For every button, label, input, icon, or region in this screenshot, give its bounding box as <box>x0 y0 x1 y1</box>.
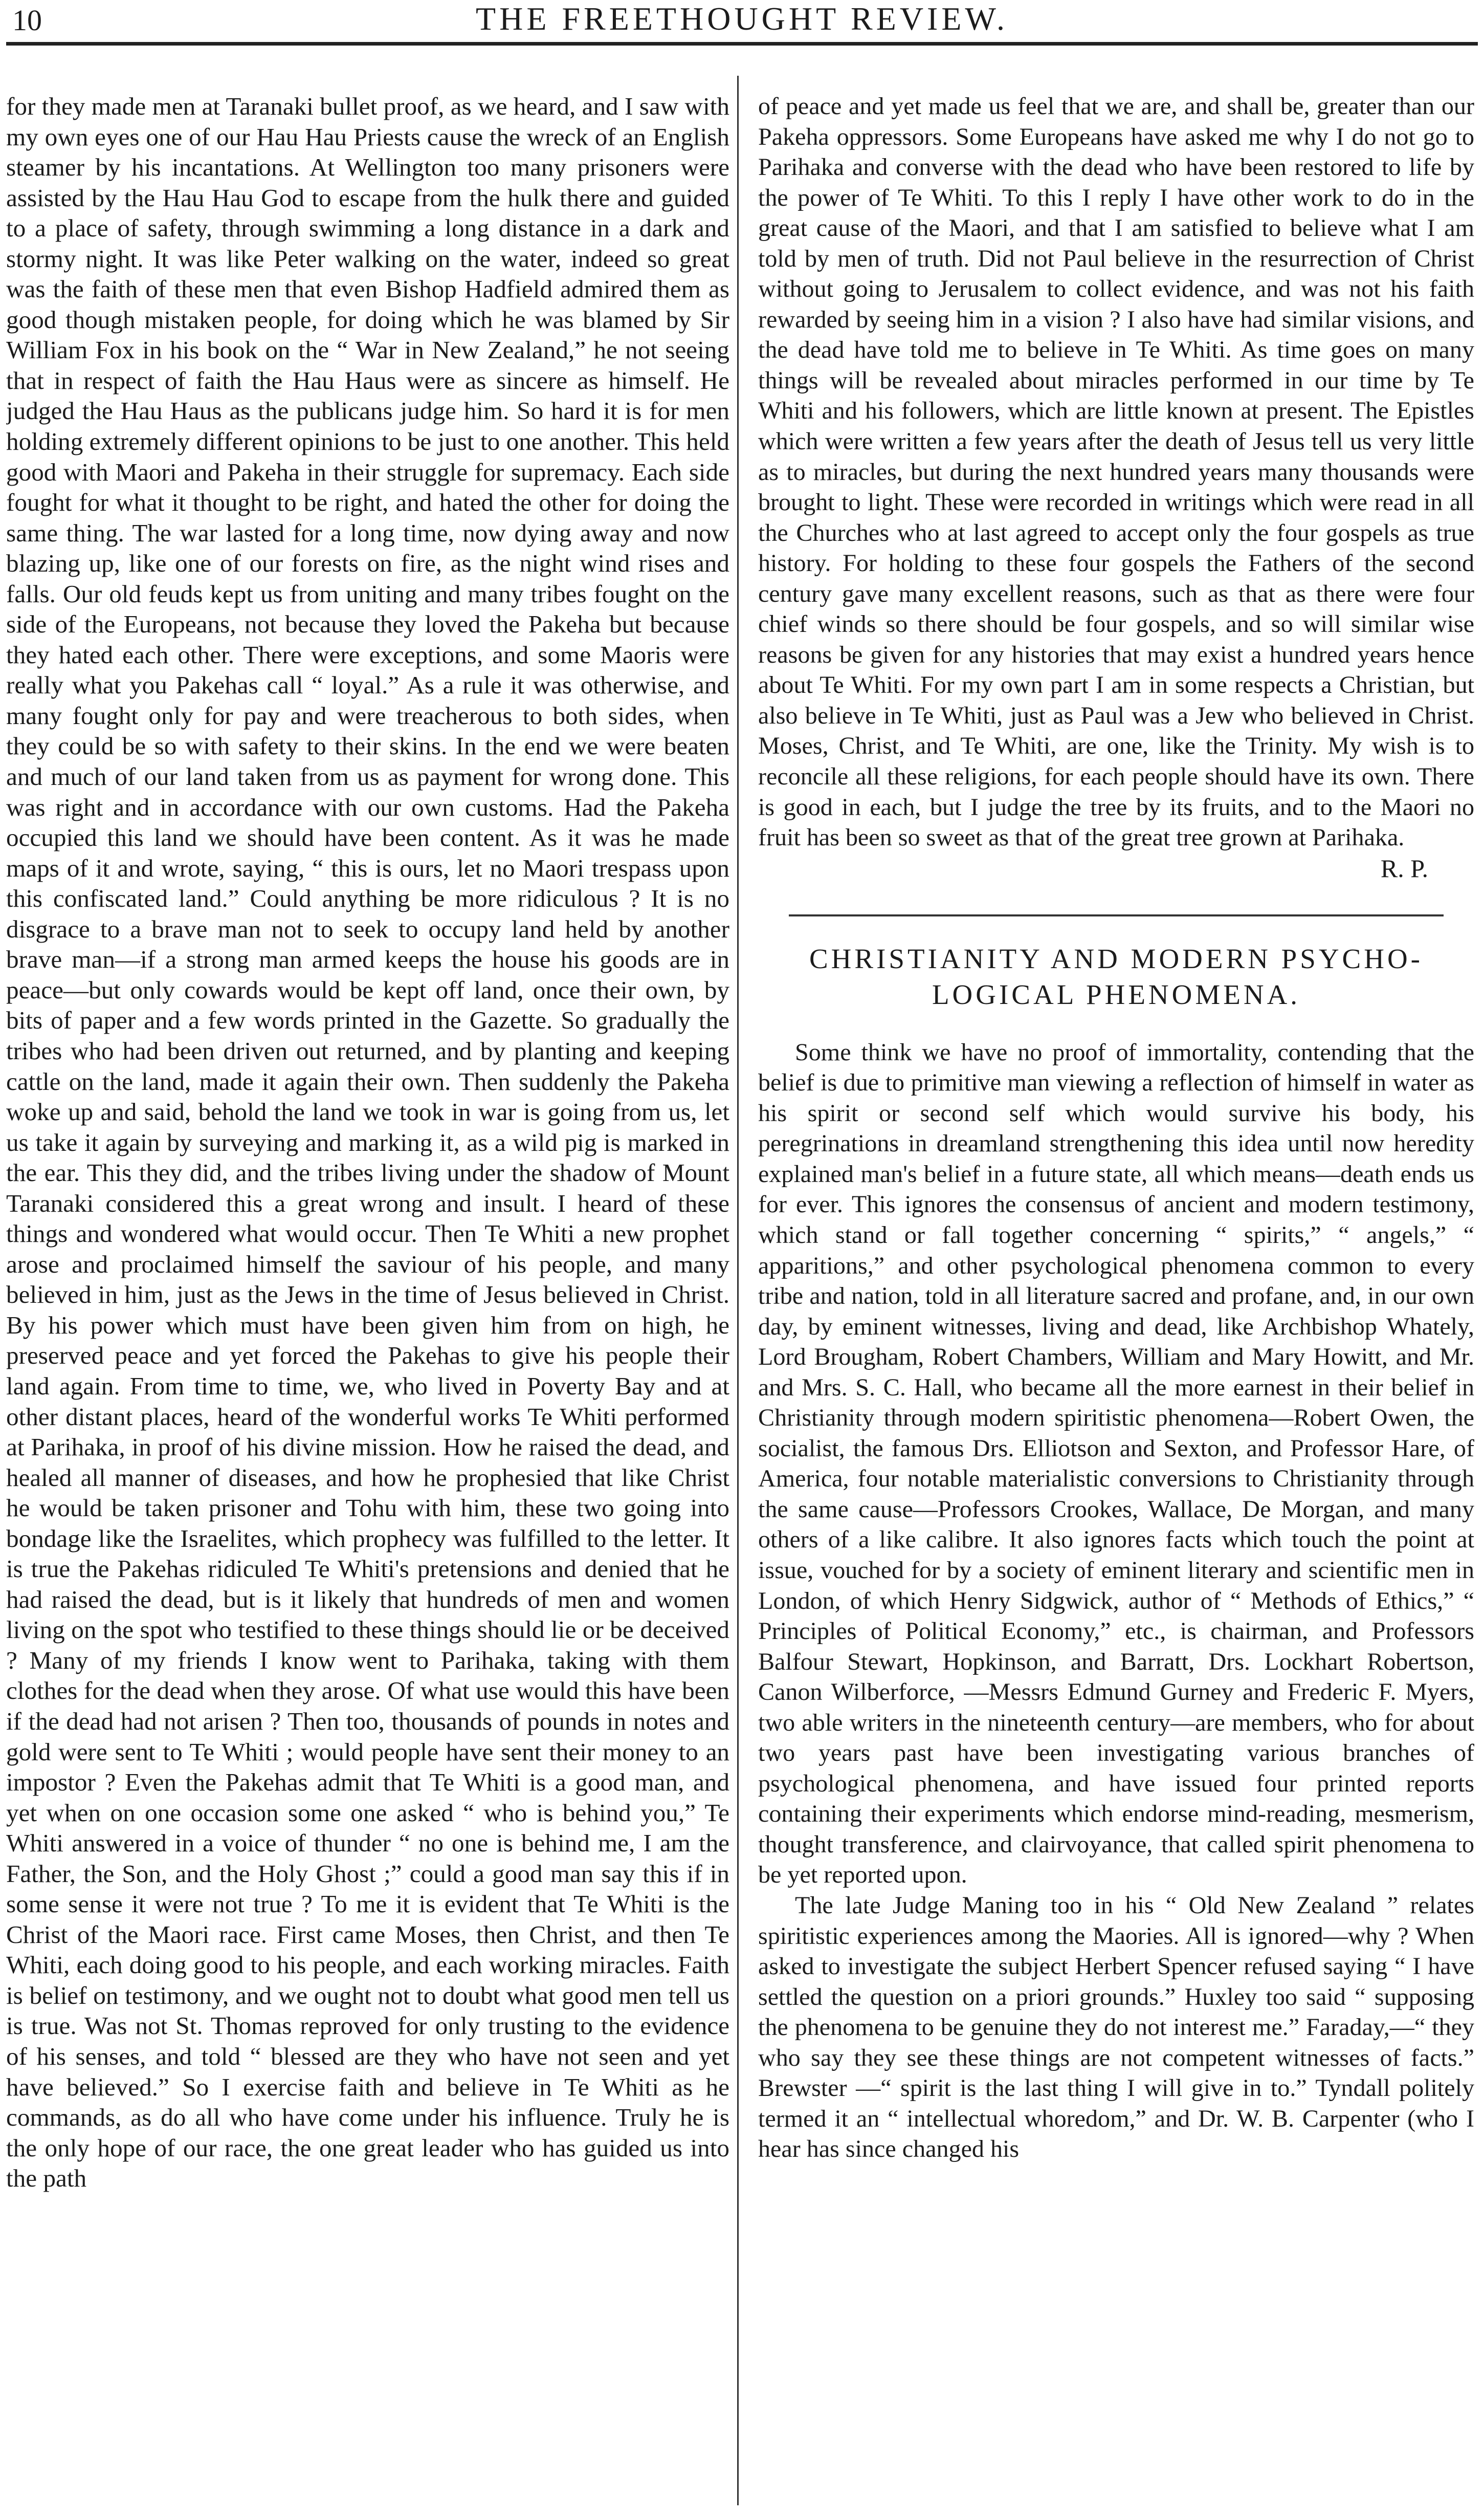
article-conclusion-paragraph: of peace and yet made us feel that we are, and shall be, greater than our Pakeha oppressors. Some Europeans have asked me why I do not go to Parihaka and converse with the dead who have been restored to life by the power of Te Whiti. To this I reply I have other work to do in the great cause of the Maori, and that I am satisfied to believe what I am told by men of truth. Did not Paul believe in the resurrection of Christ without going to Jerusalem to collect evidence, and was not his faith rewarded by seeing him in a vision ? I also have had similar visions, and the dead have told me to believe in Te Whiti. As time goes on many things will be revealed about miracles performed in our time by Te Whiti and his followers, which are little known at present. The Epistles which were written a few years after the death of Jesus tell us very little as to miracles, but during the next hundred years many thousands were brought to light. These were recorded in writings which were read in all the Churches who at last agreed to accept only the four gospels as true history. For holding to these four gospels the Fathers of the second century gave many excellent reasons, such as that as there were four chief winds so there should be four gospels, and so will similar wise reasons be given for any histories that may exist a hundred years hence about Te Whiti. For my own part I am in some respects a Christian, but also believe in Te Whiti, just as Paul was a Jew who believed in Christ. Moses, Christ, and Te Whiti, are one, like the Trinity. My wish is to reconcile all these religions, for each people should have its own. There is good in each, but I judge the tree by its fruits, and to the Maori no fruit has been so sweet as that of the great tree grown at Parihaka. <box>758 93 1474 851</box>
article-body-paragraph: The late Judge Maning too in his “ Old New Zealand ” relates spiritistic experiences among the Maories. All is ignored—why ? When asked to investigate the subject Herbert Spencer refused saying “ I have settled the question on a priori grounds.” Huxley too said “ supposing the phenomena to be genuine they do not interest me.” Faraday,—“ they who say they see these things are not competent witnesses of facts.” Brewster —“ spirit is the last thing I will give in to.” Tyndall politely termed it an “ intellectual whoredom,” and Dr. W. B. Carpenter (who I hear has since changed his <box>758 1891 1474 2163</box>
article-title <box>758 941 1474 1013</box>
article-body-paragraph: Some think we have no proof of immortality, contending that the belief is due to primitive man viewing a reflection of himself in water as his spirit or second self which would survive his body, his peregrinations in dreamland strengthening this idea until now heredity explained man's belief in a future state, all which means—death ends us for ever. This ignores the consensus of ancient and modern testimony, which stand or fall together concerning “ spirits,” “ angels,” “ apparitions,” and other psychological phenomena common to every tribe and nation, told in all literature sacred and profane, and, in our own day, by eminent witnesses, living and dead, like Archbishop Whately, Lord Brougham, Robert Chambers, William and Mary Howitt, and Mr. and Mrs. S. C. Hall, who became all the more earnest in their belief in Christianity through modern spiritistic phenomena—Robert Owen, the socialist, the famous Drs. Elliotson and Sexton, and Professor Hare, of America, four notable materialistic conversions to Christianity through the same cause—Professors Crookes, Wallace, De Morgan, and many others of a like calibre. It also ignores facts which touch the point at issue, vouched for by a society of eminent literary and scientific men in London, of which Henry Sidgwick, author of “ Methods of Ethics,” “ Principles of Political Economy,” etc., is chairman, and Professors Balfour Stewart, Hopkinson, and Barratt, Drs. Lockhart Robertson, Canon Wilberforce, —Messrs Edmund Gurney and Frederic F. Myers, two able writers in the nineteenth century—are members, who for about two years past have been investigating various branches of psychological phenomena, and have issued four printed reports containing their experiments which endorse mind-reading, mesmerism, thought transference, and clairvoyance, that called spirit phenomena to be yet reported upon. <box>758 1038 1474 1889</box>
header-rule <box>6 42 1478 46</box>
right-column <box>758 91 1474 2496</box>
page-number: 10 <box>12 4 42 37</box>
author-signature: R. P. <box>1380 854 1428 883</box>
column-divider <box>737 76 739 2505</box>
article-separator-rule <box>789 914 1444 916</box>
left-column <box>6 91 729 2496</box>
article-continuation-paragraph: for they made men at Taranaki bullet proof, as we heard, and I saw with my own eyes one of our Hau Hau Priests cause the wreck of an English steamer by his incantations. At Wellington too many prisoners were assisted by the Hau Hau God to escape from the hulk there and guided to a place of safety, through swimming a long distance in a dark and stormy night. It was like Peter walking on the water, indeed so great was the faith of these men that even Bishop Hadfield admired them as good though mistaken people, for doing which he was blamed by Sir William Fox in his book on the “ War in New Zealand,” he not seeing that in respect of faith the Hau Haus were as sincere as himself. He judged the Hau Haus as the publicans judge him. So hard it is for men holding extremely different opinions to be just to one another. This held good with Maori and Pakeha in their struggle for supremacy. Each side fought for what it thought to be right, and hated the other for doing the same thing. The war lasted for a long time, now dying away and now blazing up, like one of our forests on fire, as the night wind rises and falls. Our old feuds kept us from uniting and many tribes fought on the side of the Europeans, not because they loved the Pakeha but because they hated each other. There were exceptions, and some Maoris were really what you Pakehas call “ loyal.” As a rule it was otherwise, and many fought only for pay and were treacherous to both sides, when they could be so with safety to their skins. In the end we were beaten and much of our land taken from us as payment for wrong done. This was right and in accordance with our own customs. Had the Pakeha occupied this land we should have been content. As it was he made maps of it and wrote, saying, “ this is ours, let no Maori trespass upon this confiscated land.” Could anything be more ridiculous ? It is no disgrace to a brave man not to seek to occupy land held by another brave man—if a strong man armed keeps the house his goods are in peace—but only cowards would be kept off land, once their own, by bits of paper and a few words printed in the Gazette. So gradually the tribes who had been driven out returned, and by planting and keeping cattle on the land, made it again their own. Then suddenly the Pakeha woke up and said, behold the land we took in war is going from us, let us take it again by surveying and marking it, as a wild pig is marked in the ear. This they did, and the tribes living under the shadow of Mount Taranaki considered this a great wrong and insult. I heard of these things and wondered what would occur. Then Te Whiti a new prophet arose and proclaimed himself the saviour of his people, and many believed in him, just as the Jews in the time of Jesus believed in Christ. By his power which must have been given him from on high, he preserved peace and yet forced the Pakehas to give his people their land again. From time to time, we, who lived in Poverty Bay and at other distant places, heard of the wonderful works Te Whiti performed at Parihaka, in proof of his divine mission. How he raised the dead, and healed all manner of diseases, and how he prophesied that like Christ he would be taken prisoner and Tohu with him, these two going into bondage like the Israelites, which prophecy was fulfilled to the letter. It is true the Pakehas ridiculed Te Whiti's pretensions and denied that he had raised the dead, but is it likely that hundreds of men and women living on the spot who testified to these things should lie or be deceived ? Many of my friends I know went to Parihaka, taking with them clothes for the dead when they arose. Of what use would this have been if the dead had not arisen ? Then too, thousands of pounds in notes and gold were sent to Te Whiti ; would people have sent their money to an impostor ? Even the Pakehas admit that Te Whiti is a good man, and yet when on one occasion some one asked “ who is behind you,” Te Whiti answered in a voice of thunder “ no one is behind me, I am the Father, the Son, and the Holy Ghost ;” could a good man say this if in some sense it were not true ? To me it is evident that Te Whiti is the Christ of the Maori race. First came Moses, then Christ, and then Te Whiti, each doing good to his people, and each working miracles. Faith is belief on testimony, and we ought not to doubt what good men tell us is true. Was not St. Thomas reproved for only trusting to the evidence of his senses, and told “ blessed are they who have not seen and yet have believed.” So I exercise faith and believe in Te Whiti as he commands, as do all who have come under his influence. Truly he is the only hope of our race, the one great leader who has guided us into the path <box>6 92 729 2193</box>
article-title-line-1: CHRISTIANITY AND MODERN PSYCHO- <box>809 943 1423 974</box>
article-title-line-2: LOGICAL PHENOMENA. <box>932 978 1301 1010</box>
running-head-title: THE FREETHOUGHT REVIEW. <box>476 1 1008 37</box>
